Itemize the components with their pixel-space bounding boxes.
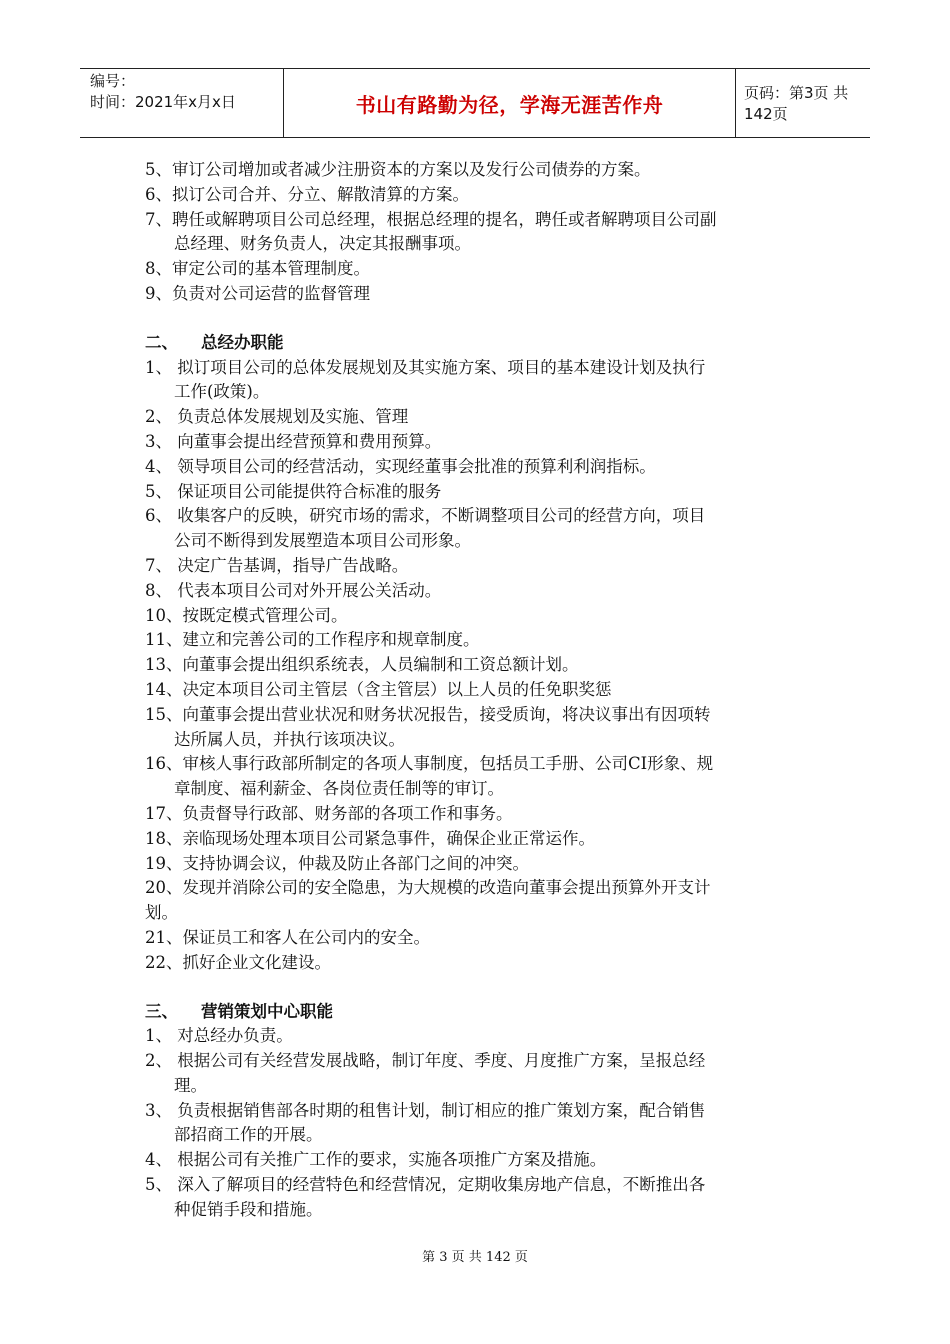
list-item: 7、 决定广告基调，指导广告战略。 [145,555,409,575]
list-item: 11、建立和完善公司的工作程序和规章制度。 [145,630,480,650]
list-item: 15、向董事会提出营业状况和财务状况报告，接受质询，将决议事出有因项转 [145,704,711,724]
list-item: 22、抓好企业文化建设。 [145,952,331,972]
list-item: 7、聘任或解聘项目公司总经理，根据总经理的提名，聘任或者解聘项目公司副 [145,209,717,229]
list-item: 6、 收集客户的反映，研究市场的需求，不断调整项目公司的经营方向，项目 [145,506,706,526]
list-item-continuation: 划。 [145,903,178,923]
number-label: 编号： [90,72,136,90]
list-item: 4、 领导项目公司的经营活动，实现经董事会批准的预算利利润指标。 [145,456,656,476]
list-item: 16、审核人事行政部所制定的各项人事制度，包括员工手册、公司CI形象、规 [145,754,714,774]
list-item-continuation: 种促销手段和措施。 [174,1199,323,1219]
list-item: 2、 负责总体发展规划及实施、管理 [145,407,409,427]
list-item: 9、负责对公司运营的监督管理 [145,283,370,303]
header-motto-cell [284,69,736,137]
list-item: 5、审订公司增加或者减少注册资本的方案以及发行公司债券的方案。 [145,160,651,179]
list-item: 20、发现并消除公司的安全隐患，为大规模的改造向董事会提出预算外开支计 [145,878,711,898]
page-info: 页码：第3页 共142页 [744,84,849,123]
list-item: 1、 拟订项目公司的总体发展规划及其实施方案、项目的基本建设计划及执行 [145,357,706,377]
list-item: 18、亲临现场处理本项目公司紧急事件，确保企业正常运作。 [145,828,595,848]
list-item: 6、拟订公司合并、分立、解散清算的方案。 [145,184,469,204]
list-item: 19、支持协调会议，仲裁及防止各部门之间的冲突。 [145,853,529,873]
list-item: 8、 代表本项目公司对外开展公关活动。 [145,580,442,600]
list-item: 4、 根据公司有关推广工作的要求，实施各项推广方案及措施。 [145,1150,607,1170]
list-item: 8、审定公司的基本管理制度。 [145,259,370,279]
list-item: 3、 向董事会提出经营预算和费用预算。 [145,431,442,451]
header-page-cell [736,69,870,137]
list-item: 10、按既定模式管理公司。 [145,605,348,625]
list-item-continuation: 公司不断得到发展塑造本项目公司形象。 [174,531,471,551]
list-item-continuation: 部招商工作的开展。 [174,1125,323,1145]
header-left-cell [80,69,284,137]
section-gap [145,307,815,331]
motto-text: 书山有路勤为径，学海无涯苦作舟 [355,92,664,117]
list-item: 5、 深入了解项目的经营特色和经营情况，定期收集房地产信息，不断推出各 [145,1175,706,1195]
list-item-continuation: 理。 [174,1075,207,1095]
list-item-continuation: 章制度、福利薪金、各岗位责任制等的审订。 [174,779,504,799]
section-heading: 三、 营销策划中心职能 [145,1001,333,1021]
document-body [145,158,815,1223]
list-item: 17、负责督导行政部、财务部的各项工作和事务。 [145,803,513,823]
list-item-continuation: 总经理、财务负责人，决定其报酬事项。 [174,234,471,254]
list-item: 2、 根据公司有关经营发展战略，制订年度、季度、月度推广方案，呈报总经 [145,1051,706,1071]
page-footer: 第 3 页 共 142 页 [422,1250,528,1265]
list-item-continuation: 达所属人员，并执行该项决议。 [174,729,405,749]
list-item: 5、 保证项目公司能提供符合标准的服务 [145,481,442,501]
section-heading: 二、 总经办职能 [145,332,284,352]
list-item-continuation: 工作(政策)。 [174,382,270,402]
list-item: 3、 负责根据销售部各时期的租售计划，制订相应的推广策划方案，配合销售 [145,1100,706,1120]
section-gap [145,976,815,1000]
list-item: 13、向董事会提出组织系统表，人员编制和工资总额计划。 [145,655,579,675]
page-header [80,68,870,138]
date-label: 时间：2021年x月x日 [90,93,236,111]
list-item: 1、 对总经办负责。 [145,1026,293,1046]
list-item: 14、决定本项目公司主管层（含主管层）以上人员的任免职奖惩 [145,679,612,699]
list-item: 21、保证员工和客人在公司内的安全。 [145,927,430,947]
